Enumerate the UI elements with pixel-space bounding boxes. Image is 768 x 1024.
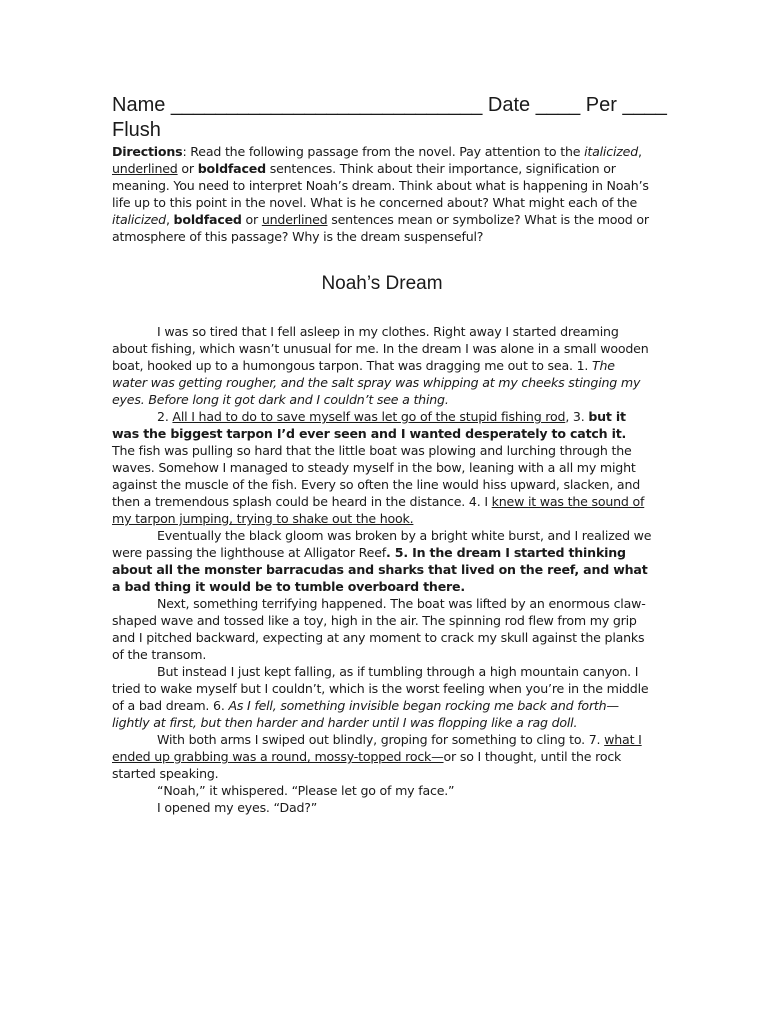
passage-paragraph: “Noah,” it whispered. “Please let go of my face.” xyxy=(157,783,455,798)
underlined-sentence-7: what I ended up grabbing was a round, mossy-topped rock— xyxy=(112,732,642,764)
underlined-word: underlined xyxy=(112,161,178,176)
underlined-sentence-4: knew it was the sound of my tarpon jumping, trying to shake out the hook. xyxy=(112,494,645,526)
passage-paragraph: Next, something terrifying happened. The boat was lifted by an enormous claw-shaped wave and tossed like a toy, high in the air. The spinning rod flew from my grip and I pitched backward, expecting at any moment to crack my skull against the planks of the transom. xyxy=(112,596,646,662)
passage-paragraph: Eventually the black gloom was broken by a bright white burst, and I realized we were passing the lighthouse at Alligator Reef. 5. In the dream I started thinking about all the monster barracudas and sharks that lived on the reef, and what a bad thing it would be to tumble overboard there. xyxy=(112,528,652,594)
boldfaced-word: boldfaced xyxy=(197,161,266,176)
passage-paragraph: I was so tired that I fell asleep in my clothes. Right away I started dreaming about fishing, which wasn’t unusual for me. In the dream I was alone in a small wooden boat, hooked up to a humongous tarpon. That was dragging me out to sea. 1. The water was getting rougher, and the salt spray was whipping at my cheeks stinging my eyes. Before long it got dark and I couldn’t see a thing. xyxy=(112,324,649,407)
name-date-period-line: Name ____________________________ Date ____ Per ____ xyxy=(112,94,667,116)
novel-title: Flush xyxy=(112,119,161,141)
passage-paragraph: With both arms I swiped out blindly, groping for something to cling to. 7. what I ended up grabbing was a round, mossy-topped rock—or so I thought, until the rock started speaking. xyxy=(112,732,642,781)
italicized-word: italicized xyxy=(112,212,166,227)
italic-sentence-1: The water was getting rougher, and the salt spray was whipping at my cheeks stinging my eyes. Before long it got dark and I couldn’t see a thing. xyxy=(112,358,641,407)
passage-title: Noah’s Dream xyxy=(321,273,443,294)
passage xyxy=(112,323,652,816)
passage-paragraph: I opened my eyes. “Dad?” xyxy=(157,800,318,815)
italicized-word: italicized xyxy=(584,144,639,159)
passage-paragraph: 2. All I had to do to save myself was let go of the stupid fishing rod, 3. but it was the biggest tarpon I’d ever seen and I wanted desperately to catch it. The fish was pulling so hard that the little boat was plowing and lurching through the waves. Somehow I managed to steady myself in the bow, leaning with a all my might against the muscle of the fish. Every so often the line would hiss upward, slacken, and then a tremendous splash could be heard in the distance. 4. I knew it was the sound of my tarpon jumping, trying to shake out the hook. xyxy=(112,409,645,526)
underlined-sentence-2: All I had to do to save myself was let go of the stupid fishing rod xyxy=(172,409,566,424)
underlined-word: underlined xyxy=(261,212,328,227)
italic-sentence-6: As I fell, something invisible began rocking me back and forth—lightly at first, but then harder and harder until I was flopping like a rag doll. xyxy=(112,698,619,730)
directions-paragraph: Directions: Read the following passage from the novel. Pay attention to the italicized, underlined or boldfaced sentences. Think about their importance, signification or meaning. You need to interpret Noah’s dream. Think about what is happening in Noah’s life up to this point in the novel. What is he concerned about? What might each of the italicized, boldfaced or underlined sentences mean or symbolize? What is the mood or atmosphere of this passage? Why is the dream suspenseful? xyxy=(112,144,649,244)
passage-paragraph: But instead I just kept falling, as if tumbling through a high mountain canyon. I tried to wake myself but I couldn’t, which is the worst feeling when you’re in the middle of a bad dream. 6. As I fell, something invisible began rocking me back and forth—lightly at first, but then harder and harder until I was flopping like a rag doll. xyxy=(112,664,649,730)
bold-sentence-3: but it was the biggest tarpon I’d ever seen and I wanted desperately to catch it. xyxy=(112,409,627,441)
boldfaced-word: boldfaced xyxy=(173,212,242,227)
directions-label: Directions xyxy=(112,144,183,159)
worksheet-page xyxy=(112,93,667,816)
bold-sentence-5: . 5. In the dream I started thinking about all the monster barracudas and sharks that lived on the reef, and what a bad thing it would be to tumble overboard there. xyxy=(112,545,648,594)
